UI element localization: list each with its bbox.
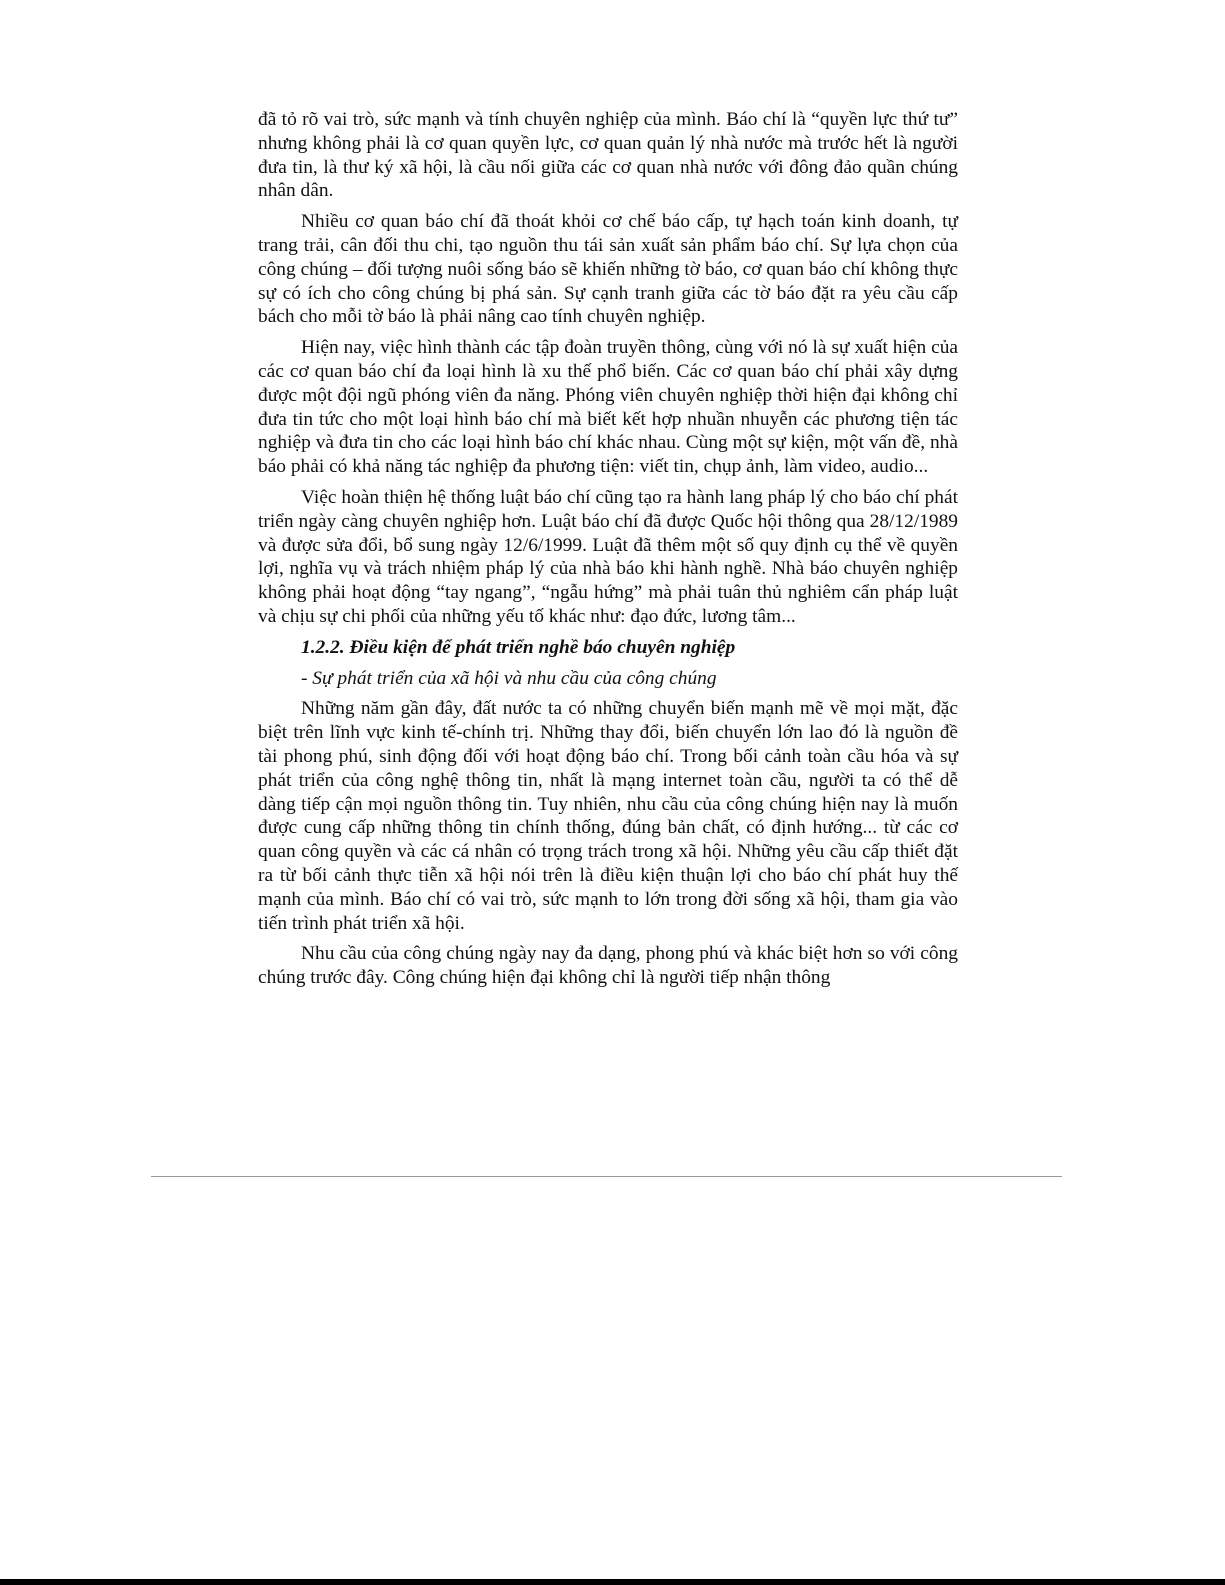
paragraph-media-groups: Hiện nay, việc hình thành các tập đoàn truyền thông, cùng với nó là sự xuất hiện của các cơ quan báo chí đa loại hình là xu thế phổ biến. Các cơ quan báo chí phải xây dựng được một đội ngũ phóng viên đa năng. Phóng viên chuyên nghiệp thời hiện đại không chỉ đưa tin tức cho một loại hình báo chí mà biết kết hợp nhuần nhuyễn các phương tiện tác nghiệp và đưa tin cho các loại hình báo chí khác nhau. Cùng một sự kiện, một vấn đề, nhà báo phải có khả năng tác nghiệp đa phương tiện: viết tin, chụp ảnh, làm video, audio... [258, 337, 958, 478]
paragraph-continuation: đã tỏ rõ vai trò, sức mạnh và tính chuyên nghiệp của mình. Báo chí là “quyền lực thứ tư” nhưng không phải là cơ quan quyền lực, cơ quan quản lý nhà nước mà trước hết là người đưa tin, là thư ký xã hội, là cầu nối giữa các cơ quan nhà nước với đông đảo quần chúng nhân dân. [258, 109, 958, 202]
paragraph-public-needs: Nhu cầu của công chúng ngày nay đa dạng, phong phú và khác biệt hơn so với công chúng trước đây. Công chúng hiện đại không chỉ là người tiếp nhận thông [258, 943, 958, 989]
paragraph-self-financing: Nhiều cơ quan báo chí đã thoát khỏi cơ chế báo cấp, tự hạch toán kinh doanh, tự trang trải, cân đối thu chi, tạo nguồn thu tái sản xuất sản phẩm báo chí. Sự lựa chọn của công chúng – đối tượng nuôi sống báo sẽ khiến những tờ báo, cơ quan báo chí không thực sự có ích cho công chúng bị phá sản. Sự cạnh tranh giữa các tờ báo đặt ra yêu cầu cấp bách cho mỗi tờ báo là phải nâng cao tính chuyên nghiệp. [258, 211, 958, 328]
section-heading: 1.2.2. Điều kiện để phát triển nghề báo chuyên nghiệp [301, 636, 736, 658]
page-divider [151, 1176, 1062, 1177]
bottom-edge-bar [0, 1579, 1225, 1585]
body-text [258, 108, 958, 997]
paragraph-social-development: Những năm gần đây, đất nước ta có những chuyển biến mạnh mẽ về mọi mặt, đặc biệt trên lĩnh vực kinh tế-chính trị. Những thay đổi, biến chuyển lớn lao đó là nguồn đề tài phong phú, sinh động đối với hoạt động báo chí. Trong bối cảnh toàn cầu hóa và sự phát triển của công nghệ thông tin, nhất là mạng internet toàn cầu, người ta có thể dễ dàng tiếp cận mọi nguồn thông tin. Tuy nhiên, nhu cầu của công chúng hiện nay là muốn được cung cấp những thông tin chính thống, đúng bản chất, có định hướng... từ các cơ quan công quyền và các cá nhân có trọng trách trong xã hội. Những yêu cầu cấp thiết đặt ra từ bối cảnh thực tiễn xã hội nói trên là điều kiện thuận lợi cho báo chí phát huy thế mạnh của mình. Báo chí có vai trò, sức mạnh to lớn trong đời sống xã hội, tham gia vào tiến trình phát triển xã hội. [258, 698, 958, 934]
paragraph-press-law: Việc hoàn thiện hệ thống luật báo chí cũng tạo ra hành lang pháp lý cho báo chí phát triển ngày càng chuyên nghiệp hơn. Luật báo chí đã được Quốc hội thông qua 28/12/1989 và được sửa đổi, bổ sung ngày 12/6/1999. Luật đã thêm một số quy định cụ thể về quyền lợi, nghĩa vụ và trách nhiệm pháp lý của nhà báo khi hành nghề. Nhà báo chuyên nghiệp không phải hoạt động “tay ngang”, “ngẫu hứng” mà phải tuân thủ nghiêm cẩn pháp luật và chịu sự chi phối của những yếu tố khác như: đạo đức, lương tâm... [258, 486, 958, 627]
sub-heading: - Sự phát triển của xã hội và nhu cầu của công chúng [301, 667, 717, 689]
